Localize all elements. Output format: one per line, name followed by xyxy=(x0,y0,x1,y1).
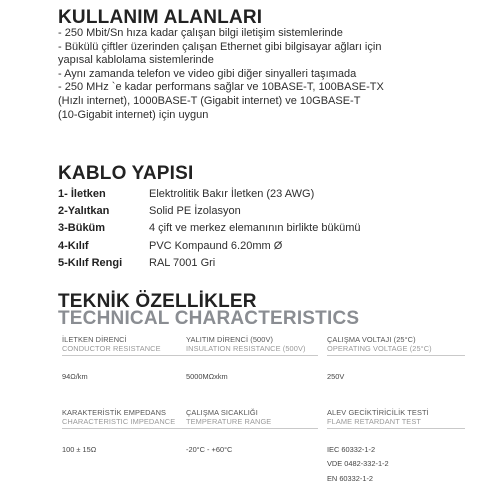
usage-list xyxy=(58,27,478,122)
usage-item: - 250 MHz `e kadar performans sağlar ve 10BASE-T, 100BASE-TX (Hızlı internet), 1000BASE-T (Gigabit internet) ve 10GBASE-T (10-Gigabit internet) için uygun xyxy=(58,81,384,121)
divider xyxy=(186,428,318,429)
structure-value: Elektrolitik Bakır İletken (23 AWG) xyxy=(149,188,315,200)
tech-value: 5000MΩxkm xyxy=(186,371,228,381)
tech-value: 94Ω/km xyxy=(62,371,88,381)
tech-label-tr: KARAKTERİSTİK EMPEDANS xyxy=(62,408,167,417)
structure-value: PVC Kompaund 6.20mm Ø xyxy=(149,239,283,252)
tech-label-en: CHARACTERISTIC IMPEDANCE xyxy=(62,417,176,427)
structure-row xyxy=(58,220,361,237)
usage-title: KULLANIM ALANLARI xyxy=(58,7,263,28)
usage-item: - Aynı zamanda telefon ve video gibi diğer sinyalleri taşımada xyxy=(58,67,357,80)
divider xyxy=(327,428,465,429)
tech-label-en: CONDUCTOR RESISTANCE xyxy=(62,344,161,354)
tech-value: 250V xyxy=(327,371,345,381)
structure-title: KABLO YAPISI xyxy=(58,163,194,184)
tech-value: VDE 0482-332-1-2 xyxy=(327,459,389,469)
technical-title-tr: TEKNİK ÖZELLİKLER xyxy=(58,291,257,312)
divider xyxy=(186,355,318,356)
structure-row xyxy=(58,203,361,220)
structure-row xyxy=(58,255,361,272)
tech-cell-flame-retardant-test xyxy=(327,408,465,486)
structure-key: 2-Yalıtkan xyxy=(58,205,110,218)
tech-label-tr: ALEV GECİKTİRİCİLİK TESTİ xyxy=(327,408,429,417)
structure-table xyxy=(58,186,361,272)
structure-key: 3-Büküm xyxy=(58,222,106,235)
tech-label-en: FLAME RETARDANT TEST xyxy=(327,417,421,427)
tech-label-en: INSULATION RESISTANCE (500V) xyxy=(186,344,306,354)
tech-cell-characteristic-impedance xyxy=(62,408,194,456)
structure-key: 1- İletken xyxy=(58,188,106,200)
tech-value: -20°C - +60°C xyxy=(186,444,233,454)
tech-cell-insulation-resistance xyxy=(186,335,318,383)
divider xyxy=(62,428,194,429)
structure-row xyxy=(58,186,361,203)
tech-cell-temperature-range xyxy=(186,408,318,456)
tech-value: 100 ± 15Ω xyxy=(62,444,97,454)
tech-label-tr: ÇALIŞMA SICAKLIĞI xyxy=(186,408,258,417)
tech-label-tr: İLETKEN DİRENCİ xyxy=(62,335,127,344)
technical-title-en: TECHNICAL CHARACTERISTICS xyxy=(58,308,360,329)
tech-value: IEC 60332-1-2 xyxy=(327,444,376,454)
tech-value-list xyxy=(327,443,465,487)
tech-label-tr: YALITIM DİRENCİ (500V) xyxy=(186,335,274,344)
tech-cell-conductor-resistance xyxy=(62,335,194,383)
tech-label-tr: ÇALIŞMA VOLTAJI (25°C) xyxy=(327,335,416,344)
structure-key: 4-Kılıf xyxy=(58,239,89,252)
structure-key: 5-Kılıf Rengi xyxy=(58,256,123,269)
tech-label-en: TEMPERATURE RANGE xyxy=(186,417,272,427)
structure-value: 4 çift ve merkez elemanının birlikte bükümü xyxy=(149,222,361,235)
divider xyxy=(327,355,465,356)
tech-value: EN 60332-1-2 xyxy=(327,473,374,483)
usage-item: - Bükülü çiftler üzerinden çalışan Ethernet gibi bilgisayar ağları için yapısal kablolama sistemlerinde xyxy=(58,40,382,67)
structure-value: RAL 7001 Gri xyxy=(149,256,216,269)
structure-row xyxy=(58,238,361,255)
tech-label-en: OPERATING VOLTAGE (25°C) xyxy=(327,344,432,354)
divider xyxy=(62,355,194,356)
structure-value: Solid PE İzolasyon xyxy=(149,205,241,218)
usage-item: - 250 Mbit/Sn hıza kadar çalışan bilgi iletişim sistemlerinde xyxy=(58,27,343,39)
tech-cell-operating-voltage xyxy=(327,335,465,383)
